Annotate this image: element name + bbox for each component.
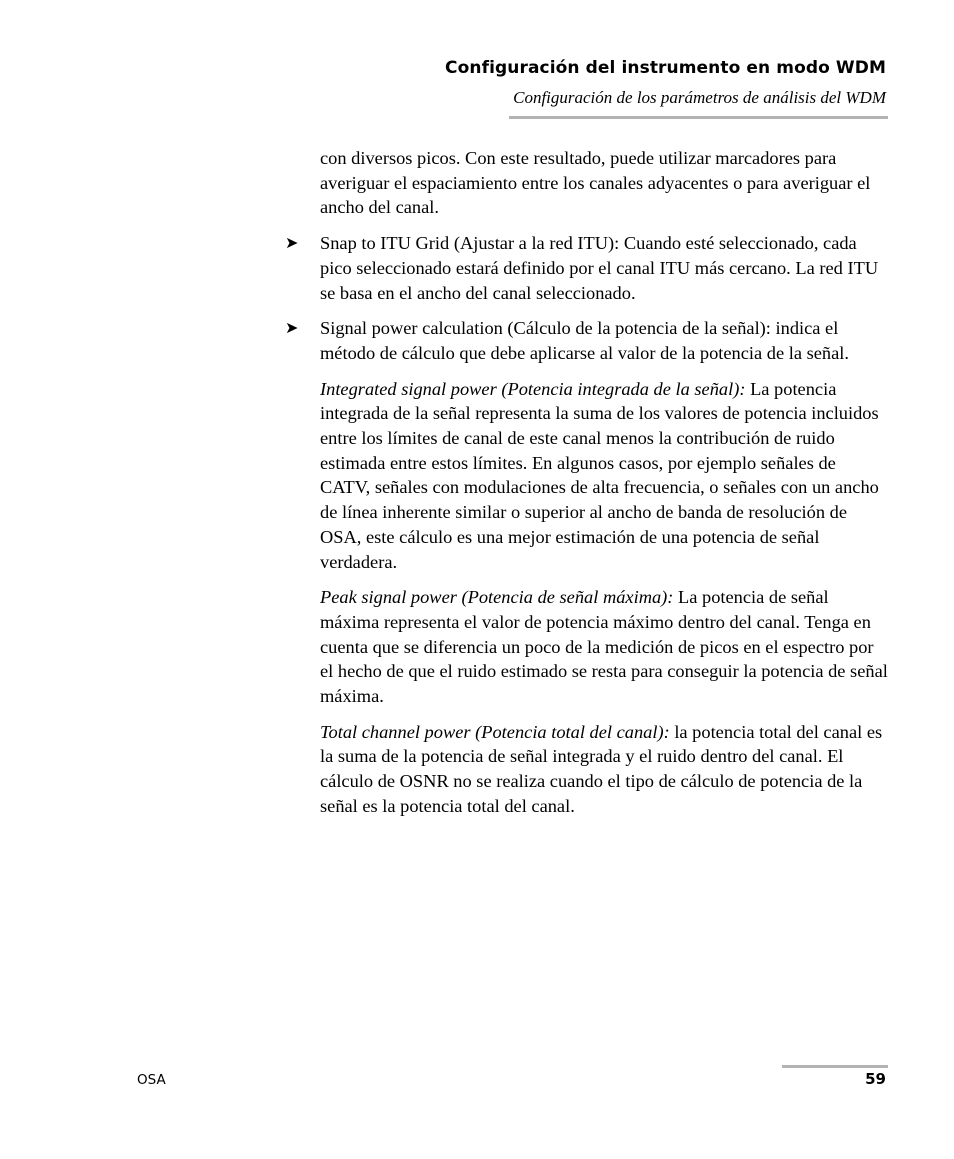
running-header-title: Configuración del instrumento en modo WDM xyxy=(445,58,886,78)
bullet-text: Signal power calculation (Cálculo de la potencia de la señal): indica el método de cálculo que debe aplicarse al valor de la potencia de la señal. xyxy=(320,318,850,363)
definition-text: la potencia total del canal es la suma de la potencia de señal integrada y el ruido dentro del canal. El cálculo de OSNR no se realiza cuando el tipo de cálculo de potencia de la señal es la potencia total del canal. xyxy=(320,721,883,816)
bullet-item-snap-to-itu-grid xyxy=(285,231,890,305)
definition-peak-signal-power xyxy=(320,585,890,709)
header-rule xyxy=(509,116,888,119)
arrow-bullet-icon: ➤ xyxy=(285,318,299,338)
body-text xyxy=(285,146,890,830)
arrow-bullet-icon: ➤ xyxy=(285,233,299,253)
definition-integrated-signal-power xyxy=(320,377,890,575)
definition-text: La potencia de señal máxima representa el valor de potencia máximo dentro del canal. Tenga en cuenta que se diferencia un poco de la medición de picos en el espectro por el hecho de que el ruido estimado se resta para conseguir la potencia de señal máxima. xyxy=(320,587,888,707)
page-number: 59 xyxy=(865,1070,886,1088)
definition-term: Integrated signal power (Potencia integrada de la señal): xyxy=(320,378,746,399)
definition-text: La potencia integrada de la señal representa la suma de los valores de potencia incluidos entre los límites de canal de este canal menos la contribución de ruido estimada entre estos límites. En algunos casos, por ejemplo señales de CATV, señales con modulaciones de alta frecuencia, o señales con un ancho de línea inherente similar o superior al ancho de banda de resolución de OSA, este cálculo es una mejor estimación de una potencia de señal verdadera. xyxy=(320,378,879,572)
definition-term: Peak signal power (Potencia de señal máxima): xyxy=(320,587,674,608)
bullet-text: Snap to ITU Grid (Ajustar a la red ITU): Cuando esté seleccionado, cada pico seleccionado estará definido por el canal ITU más cercano. La red ITU se basa en el ancho del canal seleccionado. xyxy=(320,233,879,303)
bullet-item-signal-power-calculation xyxy=(285,316,890,365)
running-header-subtitle: Configuración de los parámetros de análisis del WDM xyxy=(513,88,886,107)
continuation-paragraph: con diversos picos. Con este resultado, puede utilizar marcadores para averiguar el espaciamiento entre los canales adyacentes o para averiguar el ancho del canal. xyxy=(320,148,871,218)
footer-rule xyxy=(782,1065,888,1068)
footer-product-name: OSA xyxy=(137,1072,166,1088)
definition-term: Total channel power (Potencia total del canal): xyxy=(320,721,670,742)
definition-total-channel-power xyxy=(320,720,890,819)
